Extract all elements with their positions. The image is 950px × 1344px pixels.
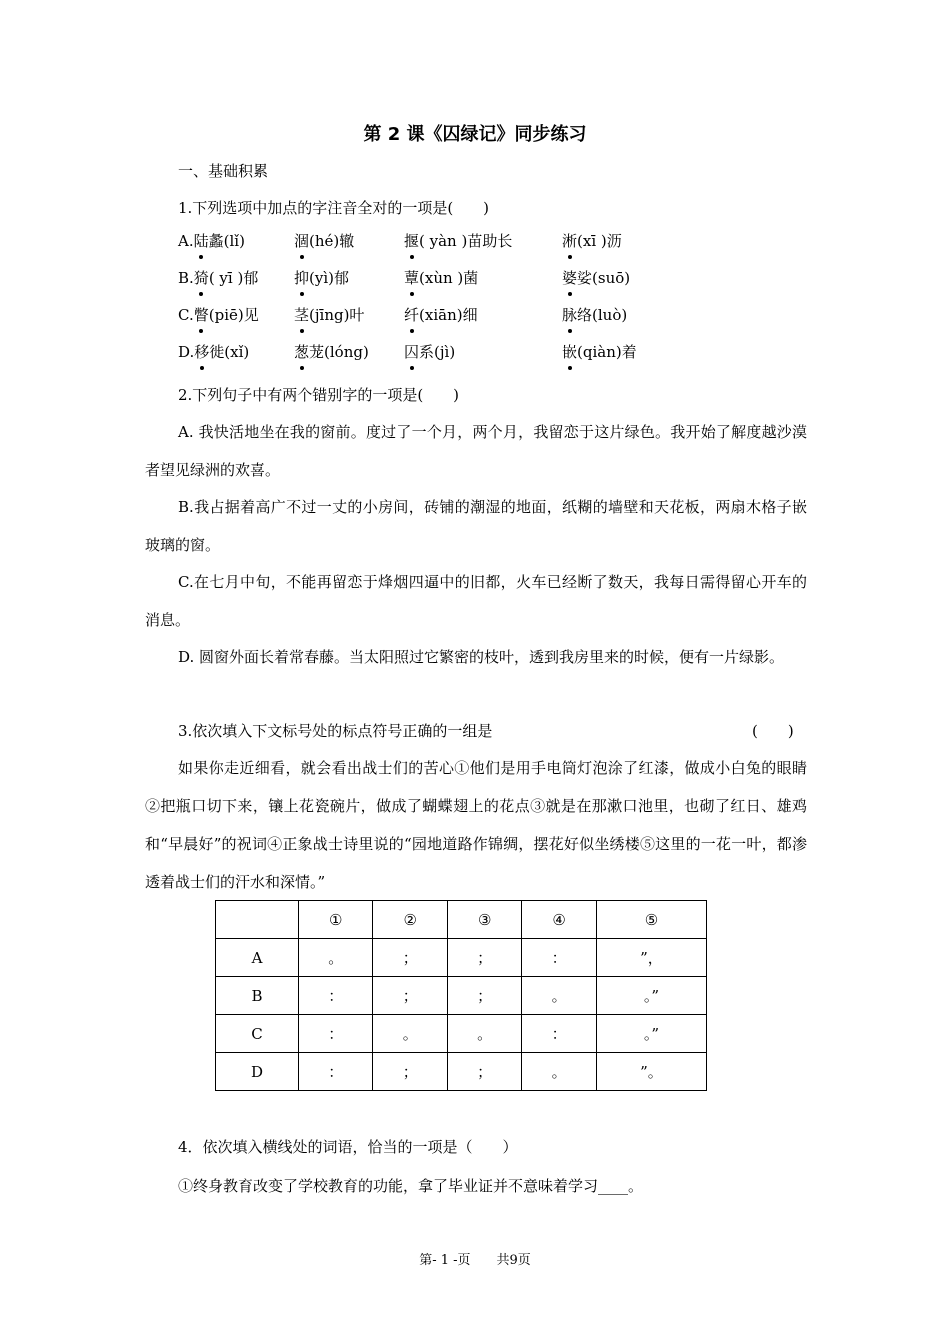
table-cell: 。 <box>373 1015 447 1053</box>
page-footer: 第- 1 -页 共9页 <box>419 1253 531 1268</box>
q1-option-item <box>404 267 478 289</box>
pinyin-annotation: 茏(lóng) <box>309 343 369 361</box>
section-heading: 一、基础积累 <box>178 162 269 180</box>
table-row <box>216 1053 707 1091</box>
q1-option-row <box>178 267 828 291</box>
q1-option-item <box>178 230 245 252</box>
q2-option-a: A. 我快活地坐在我的窗前。度过了一个月，两个月，我留恋于这片绿色。我开始了解度越沙漠者望见绿洲的欢喜。 <box>145 423 807 479</box>
table-cell: 。” <box>596 977 706 1015</box>
q1-option-item <box>404 341 455 363</box>
q1-option-item <box>294 304 364 326</box>
pinyin-annotation: 系(jì) <box>419 343 456 361</box>
table-cell: 。 <box>299 939 373 977</box>
pinyin-annotation: 徙(xǐ) <box>209 343 250 361</box>
pinyin-annotation: (piē)见 <box>208 306 259 324</box>
pinyin-annotation: (xī )沥 <box>577 232 622 250</box>
dotted-character: 蕈 <box>404 269 420 287</box>
dotted-character: 移 <box>194 343 210 361</box>
q2-stem: 2.下列句子中有两个错别字的一项是( ) <box>178 386 460 404</box>
table-cell: ； <box>373 939 447 977</box>
dotted-character: 揠 <box>404 232 420 250</box>
pinyin-annotation: (yì)郁 <box>309 269 349 287</box>
pinyin-annotation: (qiàn)着 <box>577 343 637 361</box>
q2-option-b: B.我占据着高广不过一丈的小房间，砖铺的潮湿的地面，纸糊的墙壁和天花板，两扇木格子嵌玻璃的窗。 <box>145 498 807 554</box>
table-cell: ③ <box>447 901 521 939</box>
punctuation-table <box>215 900 707 1091</box>
q1-option-item <box>294 341 369 363</box>
table-cell: ： <box>522 939 596 977</box>
table-cell: ④ <box>522 901 596 939</box>
pinyin-annotation: ( yàn )苗助长 <box>419 232 513 250</box>
table-cell: ： <box>299 1015 373 1053</box>
q1-option-item <box>294 267 349 289</box>
dotted-character: 脉 <box>562 306 578 324</box>
pinyin-annotation: (xùn )菌 <box>419 269 479 287</box>
table-row <box>216 939 707 977</box>
option-letter: C. <box>178 306 194 324</box>
q2-option-c: C.在七月中旬，不能再留恋于烽烟四逼中的旧都，火车已经断了数天，我每日需得留心开车的消息。 <box>145 573 807 629</box>
dotted-character: 猗 <box>193 269 209 287</box>
table-cell: 。” <box>596 1015 706 1053</box>
q1-option-row <box>178 341 828 365</box>
pinyin-annotation: 络(luò) <box>577 306 628 324</box>
dotted-character: 淅 <box>562 232 578 250</box>
table-row <box>216 1015 707 1053</box>
pinyin-annotation: 蠡(lǐ) <box>208 232 245 250</box>
table-cell: ”。 <box>596 1053 706 1091</box>
table-cell: ② <box>373 901 447 939</box>
table-cell: ； <box>447 1053 521 1091</box>
q1-option-item <box>404 230 512 252</box>
option-letter: D. <box>178 343 195 361</box>
table-cell: ”， <box>596 939 706 977</box>
pinyin-annotation: 娑(suō) <box>577 269 631 287</box>
q1-option-item <box>562 267 630 289</box>
table-cell: 。 <box>522 977 596 1015</box>
table-cell: ⑤ <box>596 901 706 939</box>
row-label-cell: C <box>216 1015 299 1053</box>
dotted-character: 抑 <box>294 269 310 287</box>
option-letter: A. <box>178 232 194 250</box>
q3-answer-bracket: ( ) <box>752 722 794 740</box>
q1-option-item <box>562 304 627 326</box>
dotted-character: 葱 <box>294 343 310 361</box>
q4-stem: 4．依次填入横线处的词语，恰当的一项是（ ） <box>178 1138 518 1156</box>
dotted-character: 瞥 <box>193 306 209 324</box>
dotted-character: 婆 <box>562 269 578 287</box>
pinyin-annotation: (hé)辙 <box>309 232 355 250</box>
q1-option-item <box>178 304 259 326</box>
row-label-cell: D <box>216 1053 299 1091</box>
q1-option-item <box>178 341 249 363</box>
table-cell: ① <box>299 901 373 939</box>
table-row <box>216 977 707 1015</box>
dotted-character: 陆 <box>193 232 209 250</box>
q1-option-item <box>562 341 637 363</box>
row-label-cell <box>216 901 299 939</box>
dotted-character: 茎 <box>294 306 310 324</box>
page-title: 第 2 课《囚绿记》同步练习 <box>363 124 587 145</box>
table-cell: ； <box>447 977 521 1015</box>
table-cell: ； <box>373 977 447 1015</box>
q1-option-row <box>178 304 828 328</box>
option-letter: B. <box>178 269 194 287</box>
table-header-row <box>216 901 707 939</box>
row-label-cell: B <box>216 977 299 1015</box>
pinyin-annotation: ( yī )郁 <box>208 269 259 287</box>
q1-option-item <box>294 230 354 252</box>
q2-option-d: D. 圆窗外面长着常春藤。当太阳照过它繁密的枝叶，透到我房里来的时候，便有一片绿影。 <box>178 648 785 666</box>
table-cell: ； <box>447 939 521 977</box>
dotted-character: 嵌 <box>562 343 578 361</box>
q3-stem: 3.依次填入下文标号处的标点符号正确的一组是 <box>178 722 493 740</box>
q1-option-row <box>178 230 828 254</box>
row-label-cell: A <box>216 939 299 977</box>
table-cell: ； <box>373 1053 447 1091</box>
q1-option-item <box>562 230 622 252</box>
q1-option-item <box>178 267 258 289</box>
table-cell: 。 <box>522 1053 596 1091</box>
dotted-character: 囚 <box>404 343 420 361</box>
q1-option-item <box>404 304 478 326</box>
table-cell: ： <box>522 1015 596 1053</box>
dotted-character: 纤 <box>404 306 420 324</box>
table-cell: ： <box>299 1053 373 1091</box>
table-cell: 。 <box>447 1015 521 1053</box>
table-cell: ： <box>299 977 373 1015</box>
q1-stem: 1.下列选项中加点的字注音全对的一项是( ) <box>178 199 490 217</box>
q4-sentence-1: ①终身教育改变了学校教育的功能，拿了毕业证并不意味着学习____。 <box>178 1177 644 1195</box>
q3-passage: 如果你走近细看，就会看出战士们的苦心①他们是用手电筒灯泡涂了红漆，做成小白兔的眼睛②把瓶口切下来，镶上花瓷碗片，做成了蝴蝶翅上的花点③就是在那漱口池里，也砌了红日、雄鸡和“早晨好”的祝词④正象战士诗里说的“园地道路作锦绸，摆花好似坐绣楼⑤这里的一花一叶，都渗透着战士们的汗水和深情。” <box>145 759 807 891</box>
pinyin-annotation: (jīng)叶 <box>309 306 365 324</box>
dotted-character: 涸 <box>294 232 310 250</box>
pinyin-annotation: (xiān)细 <box>419 306 478 324</box>
